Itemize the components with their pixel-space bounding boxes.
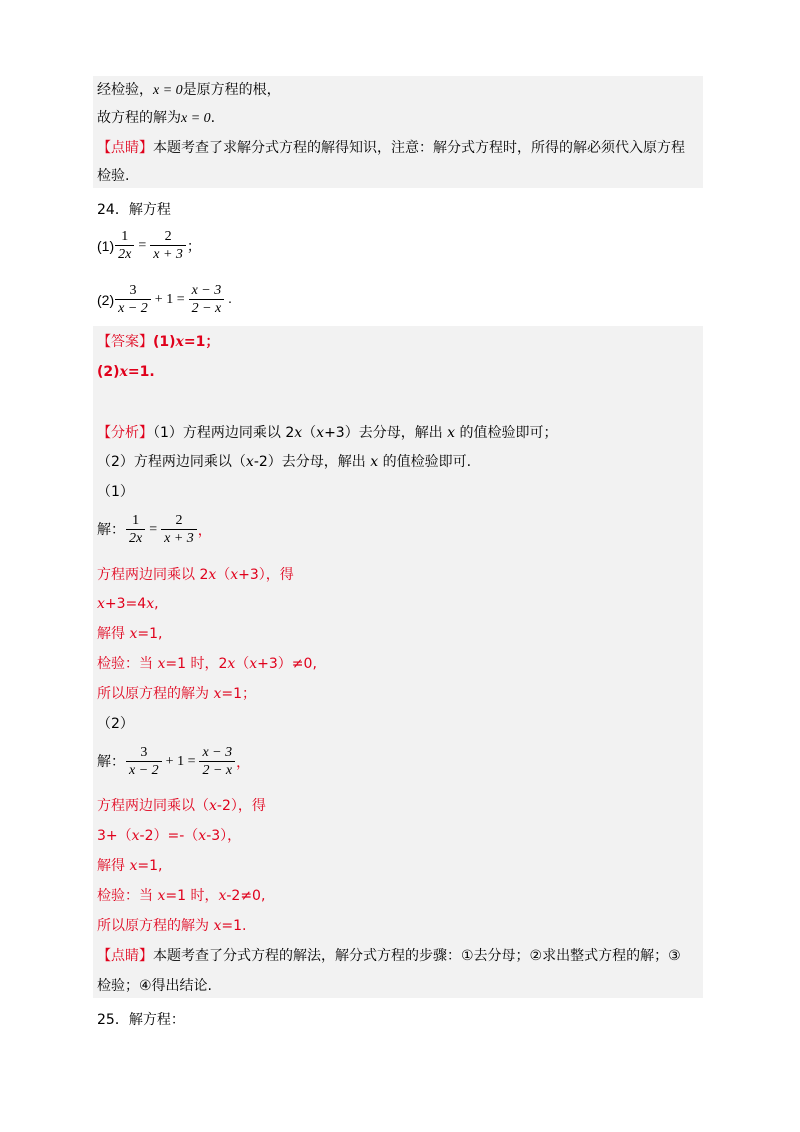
solution1-label xyxy=(97,482,134,502)
comment-text: 本题考查了分式方程的解法，解分式方程的步骤：①去分母；②求出整式方程的解；③ xyxy=(153,948,681,964)
q23-verify-text: 经检验， xyxy=(97,82,153,98)
step-text: =1. xyxy=(221,918,247,934)
fraction xyxy=(115,282,151,317)
q24-comment-line1 xyxy=(97,946,681,966)
solution1-step2 xyxy=(97,594,159,614)
part-label: (2) xyxy=(97,291,115,308)
comment-tag: 【点睛】 xyxy=(97,140,153,156)
step-text: , xyxy=(154,596,159,612)
question-24-part1 xyxy=(97,228,201,263)
solution1-step1 xyxy=(97,565,294,585)
punctuation: ； xyxy=(186,239,201,255)
step-text: -2≠0, xyxy=(226,888,266,904)
solution2-step2 xyxy=(97,826,241,846)
variable: x xyxy=(249,656,258,672)
denominator: x − 2 xyxy=(129,763,159,778)
fraction xyxy=(199,744,235,779)
analysis-text: 的值检验即可. xyxy=(378,454,472,470)
answer-value: =1. xyxy=(127,364,155,380)
variable: x xyxy=(157,888,166,904)
step-text: -2），得 xyxy=(216,798,266,814)
q23-conclusion-end: . xyxy=(210,110,216,126)
answer-line2 xyxy=(97,362,155,382)
variable: x xyxy=(218,888,227,904)
part-label: （1） xyxy=(97,484,134,500)
numerator: x − 3 xyxy=(199,744,235,762)
variable: x xyxy=(213,686,222,702)
numerator: x − 3 xyxy=(189,282,225,300)
q23-comment-line2 xyxy=(97,166,129,186)
comment-tag: 【点睛】 xyxy=(97,948,153,964)
step-text: （ xyxy=(235,656,250,672)
step-text: -3）， xyxy=(206,828,242,844)
q23-comment-line1 xyxy=(97,138,685,158)
numerator: 2 xyxy=(150,228,186,246)
fraction xyxy=(150,228,186,263)
analysis-text: （ xyxy=(302,425,317,441)
punctuation: ， xyxy=(236,755,251,771)
variable: x xyxy=(230,567,239,583)
comment-text: 检验. xyxy=(97,168,130,184)
variable: x xyxy=(294,425,303,441)
solution2-step1 xyxy=(97,796,266,816)
q23-verify-line xyxy=(97,80,281,101)
answer-part: (2) xyxy=(97,364,120,380)
question-title-text: 25．解方程： xyxy=(97,1012,185,1028)
q23-verify-text-end: 是原方程的根， xyxy=(182,82,281,98)
variable: x xyxy=(146,596,155,612)
q23-math: x = 0 xyxy=(153,83,183,98)
solution2-equation xyxy=(97,744,250,779)
answer-tag: 【答案】 xyxy=(97,334,153,350)
step-text: +3=4 xyxy=(104,596,147,612)
step-text: 所以原方程的解为 xyxy=(97,686,214,702)
analysis-tag: 【分析】 xyxy=(97,425,153,441)
analysis-text: -2）去分母，解出 xyxy=(253,454,371,470)
step-text: 方程两边同乘以 2 xyxy=(97,567,209,583)
variable: x xyxy=(175,334,184,350)
step-text: 检验：当 xyxy=(97,656,158,672)
variable: x xyxy=(119,364,128,380)
solution2-label xyxy=(97,714,134,734)
variable: x xyxy=(157,656,166,672)
step-text: 3+（ xyxy=(97,828,132,844)
fraction xyxy=(161,512,197,547)
step-text: +3）≠0, xyxy=(257,656,317,672)
denominator: 2 − x xyxy=(202,763,233,778)
q23-conclusion-line xyxy=(97,108,215,129)
analysis-text: （1）方程两边同乘以 2 xyxy=(153,425,295,441)
punctuation: . xyxy=(228,291,232,307)
analysis-text: （2）方程两边同乘以（ xyxy=(97,454,246,470)
denominator: 2x xyxy=(129,531,143,546)
plus-one-equals: + 1 = xyxy=(165,753,196,769)
comment-text: 本题考查了求解分式方程的解得知识，注意：解分式方程时，所得的解必须代入原方程 xyxy=(153,140,685,156)
step-text: 检验：当 xyxy=(97,888,158,904)
q24-comment-line2 xyxy=(97,976,212,996)
variable: x xyxy=(129,626,138,642)
variable: x xyxy=(129,858,138,874)
denominator: x + 3 xyxy=(153,247,183,262)
variable: x xyxy=(131,828,140,844)
answer-line1 xyxy=(97,332,219,352)
step-text: 解得 xyxy=(97,858,130,874)
numerator: 1 xyxy=(115,228,134,246)
variable: x xyxy=(97,596,105,612)
step-text: =1, xyxy=(137,858,163,874)
question-24-part2 xyxy=(97,282,232,317)
fraction xyxy=(126,512,145,547)
variable: x xyxy=(447,425,456,441)
step-text: -2）=-（ xyxy=(139,828,199,844)
step-text: +3），得 xyxy=(238,567,294,583)
step-text: 方程两边同乘以（ xyxy=(97,798,209,814)
variable: x xyxy=(198,828,207,844)
solution1-equation xyxy=(97,512,212,547)
step-text: =1 时， xyxy=(165,888,219,904)
step-text: 解得 xyxy=(97,626,130,642)
solution-prefix: 解： xyxy=(97,753,125,770)
plus-one-equals: + 1 = xyxy=(154,291,185,307)
analysis-text: 的值检验即可； xyxy=(455,425,558,441)
question-title-text: 24．解方程 xyxy=(97,202,171,218)
solution2-step5 xyxy=(97,916,246,936)
variable: x xyxy=(370,454,379,470)
solution2-step4 xyxy=(97,886,265,906)
question-24-title xyxy=(97,200,171,220)
punctuation: ， xyxy=(197,523,212,539)
numerator: 2 xyxy=(161,512,197,530)
variable: x xyxy=(227,656,236,672)
solution1-step5 xyxy=(97,684,256,704)
step-text: =1 时，2 xyxy=(165,656,228,672)
part-label: (1) xyxy=(97,237,115,254)
part-label: （2） xyxy=(97,716,134,732)
analysis-text: +3）去分母，解出 xyxy=(324,425,448,441)
solution-prefix: 解： xyxy=(97,521,125,538)
step-text: =1； xyxy=(221,686,256,702)
numerator: 3 xyxy=(126,744,162,762)
fraction xyxy=(126,744,162,779)
denominator: x + 3 xyxy=(164,531,194,546)
numerator: 1 xyxy=(126,512,145,530)
q23-conclusion-math: x = 0 xyxy=(181,111,211,126)
answer-value: =1； xyxy=(183,334,220,350)
answer-part: (1) xyxy=(153,334,176,350)
q23-conclusion-text: 故方程的解为 xyxy=(97,110,181,126)
variable: x xyxy=(209,798,217,814)
step-text: 所以原方程的解为 xyxy=(97,918,214,934)
solution2-step3 xyxy=(97,856,162,876)
variable: x xyxy=(316,425,325,441)
variable: x xyxy=(245,454,254,470)
step-text: =1, xyxy=(137,626,163,642)
fraction xyxy=(189,282,225,317)
numerator: 3 xyxy=(115,282,151,300)
analysis-line1 xyxy=(97,423,558,443)
denominator: x − 2 xyxy=(118,301,148,316)
equals-sign: = xyxy=(138,237,147,253)
fraction xyxy=(115,228,134,263)
analysis-line2 xyxy=(97,452,471,472)
equals-sign: = xyxy=(149,521,158,537)
solution1-step3 xyxy=(97,624,162,644)
question-25-title xyxy=(97,1010,185,1030)
step-text: （ xyxy=(216,567,231,583)
solution1-step4 xyxy=(97,654,317,674)
denominator: 2 − x xyxy=(191,301,222,316)
denominator: 2x xyxy=(118,247,132,262)
variable: x xyxy=(213,918,222,934)
variable: x xyxy=(208,567,217,583)
comment-text: 检验；④得出结论. xyxy=(97,978,213,994)
